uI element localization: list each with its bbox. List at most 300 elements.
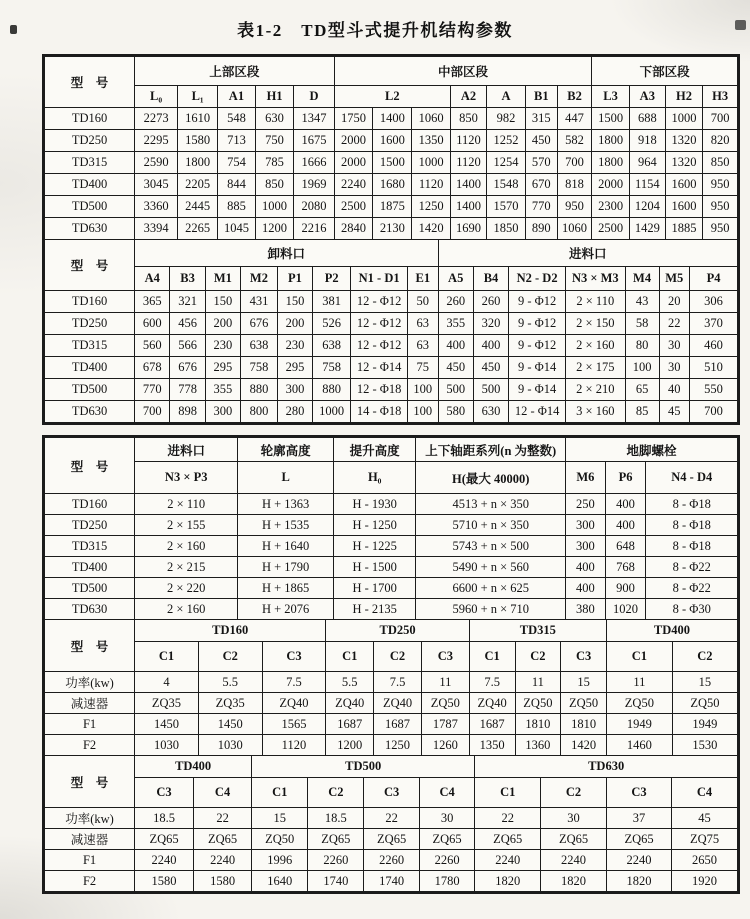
header-cell: C1 bbox=[475, 778, 541, 808]
scan-artifact bbox=[735, 20, 746, 30]
data-cell: ZQ75 bbox=[672, 829, 738, 850]
data-cell: 2260 bbox=[308, 850, 364, 871]
row-label: 减速器 bbox=[45, 829, 135, 850]
table-row bbox=[45, 218, 738, 240]
header-cell: E1 bbox=[408, 267, 438, 291]
table-row bbox=[45, 871, 738, 892]
data-cell: 400 bbox=[473, 335, 508, 357]
data-cell: 1820 bbox=[475, 871, 541, 892]
header-cell: M1 bbox=[205, 267, 240, 291]
data-cell: 9 - Φ12 bbox=[509, 335, 566, 357]
table-row bbox=[45, 578, 738, 599]
table-row bbox=[45, 357, 738, 379]
data-cell: 770 bbox=[135, 379, 170, 401]
row-label: TD160 bbox=[45, 108, 135, 130]
header-cell: 上下轴距系列(n 为整数) bbox=[416, 438, 566, 462]
header-row bbox=[45, 756, 738, 778]
table-row bbox=[45, 829, 738, 850]
data-cell: 670 bbox=[525, 174, 557, 196]
data-cell: 548 bbox=[218, 108, 255, 130]
data-cell: H + 1640 bbox=[238, 536, 334, 557]
header-cell: TD500 bbox=[252, 756, 475, 778]
data-cell: ZQ65 bbox=[135, 829, 194, 850]
data-cell: 150 bbox=[277, 291, 312, 313]
data-cell: 8 - Φ22 bbox=[646, 557, 738, 578]
data-cell: 100 bbox=[408, 401, 438, 423]
data-cell: 7.5 bbox=[374, 672, 422, 693]
data-cell: 850 bbox=[255, 174, 294, 196]
data-cell: H - 1500 bbox=[333, 557, 415, 578]
data-cell: 1350 bbox=[412, 130, 451, 152]
header-cell: 轮廓高度 bbox=[238, 438, 334, 462]
data-cell: 2 × 110 bbox=[566, 291, 626, 313]
data-cell: 2000 bbox=[334, 152, 373, 174]
data-cell: 200 bbox=[205, 313, 240, 335]
data-cell: 1949 bbox=[672, 714, 737, 735]
data-cell: 1400 bbox=[451, 174, 487, 196]
data-cell: 12 - Φ12 bbox=[351, 335, 408, 357]
data-cell: 2273 bbox=[135, 108, 178, 130]
data-cell: 5.5 bbox=[326, 672, 374, 693]
data-cell: 30 bbox=[659, 335, 689, 357]
row-label: 功率(kw) bbox=[45, 672, 135, 693]
data-cell: 321 bbox=[170, 291, 205, 313]
data-cell: 1640 bbox=[252, 871, 308, 892]
data-cell: 8 - Φ18 bbox=[646, 515, 738, 536]
data-cell: 1969 bbox=[294, 174, 334, 196]
data-cell: 1885 bbox=[665, 218, 702, 240]
data-cell: 12 - Φ14 bbox=[509, 401, 566, 423]
data-cell: 63 bbox=[408, 335, 438, 357]
data-cell: 1450 bbox=[198, 714, 262, 735]
data-cell: 65 bbox=[625, 379, 659, 401]
page-title: 表1-2 TD型斗式提升机结构参数 bbox=[237, 21, 513, 40]
data-cell: 676 bbox=[170, 357, 205, 379]
row-label: TD500 bbox=[45, 578, 135, 599]
data-cell: 315 bbox=[525, 108, 557, 130]
data-cell: 700 bbox=[703, 108, 738, 130]
data-cell: 5710 + n × 350 bbox=[416, 515, 566, 536]
data-cell: 950 bbox=[703, 196, 738, 218]
header-cell: N4 - D4 bbox=[646, 462, 738, 494]
header-cell: C3 bbox=[561, 642, 607, 672]
data-cell: ZQ65 bbox=[475, 829, 541, 850]
data-cell: 22 bbox=[659, 313, 689, 335]
header-cell: C4 bbox=[419, 778, 474, 808]
data-cell: 9 - Φ12 bbox=[509, 313, 566, 335]
data-cell: 370 bbox=[690, 313, 738, 335]
data-cell: 1450 bbox=[135, 714, 199, 735]
data-cell: 818 bbox=[557, 174, 592, 196]
data-cell: 7.5 bbox=[262, 672, 326, 693]
data-cell: 18.5 bbox=[308, 808, 364, 829]
data-cell: ZQ65 bbox=[606, 829, 671, 850]
data-cell: 1687 bbox=[469, 714, 515, 735]
data-cell: 45 bbox=[672, 808, 738, 829]
header-cell: C3 bbox=[262, 642, 326, 672]
data-cell: ZQ50 bbox=[672, 693, 737, 714]
data-cell: 63 bbox=[408, 313, 438, 335]
data-cell: ZQ65 bbox=[541, 829, 607, 850]
data-cell: 1820 bbox=[606, 871, 671, 892]
data-cell: 1260 bbox=[421, 735, 469, 756]
header-cell: C1 bbox=[469, 642, 515, 672]
data-cell: ZQ40 bbox=[374, 693, 422, 714]
data-cell: 306 bbox=[690, 291, 738, 313]
data-cell: 770 bbox=[525, 196, 557, 218]
data-cell: 85 bbox=[625, 401, 659, 423]
header-cell: P4 bbox=[690, 267, 738, 291]
row-label: 减速器 bbox=[45, 693, 135, 714]
header-cell: 型 号 bbox=[45, 57, 135, 108]
header-row bbox=[45, 57, 738, 86]
data-cell: 676 bbox=[241, 313, 278, 335]
data-cell: 1000 bbox=[313, 401, 351, 423]
data-cell: 713 bbox=[218, 130, 255, 152]
data-cell: 1787 bbox=[421, 714, 469, 735]
header-cell: P1 bbox=[277, 267, 312, 291]
data-cell: 950 bbox=[703, 174, 738, 196]
data-cell: 2216 bbox=[294, 218, 334, 240]
data-cell: 400 bbox=[605, 515, 646, 536]
data-cell: 15 bbox=[672, 672, 737, 693]
data-cell: 1680 bbox=[373, 174, 412, 196]
data-cell: 550 bbox=[690, 379, 738, 401]
data-cell: 2205 bbox=[178, 174, 218, 196]
data-cell: H - 1250 bbox=[333, 515, 415, 536]
header-cell: C3 bbox=[421, 642, 469, 672]
data-cell: 964 bbox=[629, 152, 665, 174]
data-cell: 15 bbox=[561, 672, 607, 693]
row-label: TD250 bbox=[45, 313, 135, 335]
data-cell: 456 bbox=[170, 313, 205, 335]
data-cell: 1740 bbox=[308, 871, 364, 892]
data-cell: 1580 bbox=[135, 871, 194, 892]
header-cell: C1 bbox=[252, 778, 308, 808]
data-cell: 2240 bbox=[606, 850, 671, 871]
data-cell: 1060 bbox=[412, 108, 451, 130]
header-cell: N3 × M3 bbox=[566, 267, 626, 291]
header-cell: C1 bbox=[326, 642, 374, 672]
row-label: TD315 bbox=[45, 536, 135, 557]
data-cell: ZQ35 bbox=[198, 693, 262, 714]
data-cell: 1120 bbox=[262, 735, 326, 756]
data-cell: 885 bbox=[218, 196, 255, 218]
data-cell: 381 bbox=[313, 291, 351, 313]
data-cell: 2300 bbox=[592, 196, 629, 218]
row-label: TD250 bbox=[45, 130, 135, 152]
header-cell: A3 bbox=[629, 86, 665, 108]
data-cell: 30 bbox=[419, 808, 474, 829]
data-cell: 1530 bbox=[672, 735, 737, 756]
data-cell: 778 bbox=[170, 379, 205, 401]
data-cell: 648 bbox=[605, 536, 646, 557]
data-cell: 5743 + n × 500 bbox=[416, 536, 566, 557]
header-cell: C2 bbox=[672, 642, 737, 672]
data-cell: 678 bbox=[135, 357, 170, 379]
data-cell: 582 bbox=[557, 130, 592, 152]
data-cell: 1030 bbox=[135, 735, 199, 756]
data-cell: 758 bbox=[241, 357, 278, 379]
data-cell: 700 bbox=[135, 401, 170, 423]
data-cell: 230 bbox=[277, 335, 312, 357]
data-cell: 1687 bbox=[374, 714, 422, 735]
header-cell: C2 bbox=[515, 642, 561, 672]
header-cell: 上部区段 bbox=[135, 57, 335, 86]
data-cell: 700 bbox=[557, 152, 592, 174]
table-row bbox=[45, 494, 738, 515]
data-cell: 1570 bbox=[487, 196, 526, 218]
data-cell: 400 bbox=[566, 557, 606, 578]
header-cell: M6 bbox=[566, 462, 606, 494]
header-cell: M2 bbox=[241, 267, 278, 291]
header-cell: 中部区段 bbox=[334, 57, 592, 86]
header-row bbox=[45, 438, 738, 462]
data-cell: 1780 bbox=[419, 871, 474, 892]
header-cell: A4 bbox=[135, 267, 170, 291]
table-row bbox=[45, 735, 738, 756]
table-row bbox=[45, 536, 738, 557]
data-cell: 1347 bbox=[294, 108, 334, 130]
row-label: TD160 bbox=[45, 494, 135, 515]
data-cell: 400 bbox=[566, 578, 606, 599]
data-cell: 30 bbox=[659, 357, 689, 379]
data-cell: 1350 bbox=[469, 735, 515, 756]
header-cell: N1 - D1 bbox=[351, 267, 408, 291]
header-cell: A5 bbox=[438, 267, 473, 291]
data-cell: 2240 bbox=[334, 174, 373, 196]
row-label: TD500 bbox=[45, 196, 135, 218]
data-cell: H - 1225 bbox=[333, 536, 415, 557]
data-cell: 880 bbox=[241, 379, 278, 401]
header-cell: L2 bbox=[334, 86, 450, 108]
data-cell: 22 bbox=[193, 808, 251, 829]
data-cell: 12 - Φ12 bbox=[351, 291, 408, 313]
data-cell: 1800 bbox=[178, 152, 218, 174]
data-cell: 2240 bbox=[135, 850, 194, 871]
data-cell: 500 bbox=[473, 379, 508, 401]
data-cell: 1996 bbox=[252, 850, 308, 871]
data-cell: 2265 bbox=[178, 218, 218, 240]
data-cell: 2445 bbox=[178, 196, 218, 218]
data-cell: 2 × 160 bbox=[566, 335, 626, 357]
header-row bbox=[45, 240, 738, 267]
data-cell: 2650 bbox=[672, 850, 738, 871]
data-cell: ZQ35 bbox=[135, 693, 199, 714]
data-cell: 250 bbox=[566, 494, 606, 515]
data-cell: 400 bbox=[438, 335, 473, 357]
data-cell: 40 bbox=[659, 379, 689, 401]
data-cell: 1154 bbox=[629, 174, 665, 196]
data-cell: 1254 bbox=[487, 152, 526, 174]
data-cell: 50 bbox=[408, 291, 438, 313]
header-cell: C3 bbox=[135, 778, 194, 808]
data-cell: 1429 bbox=[629, 218, 665, 240]
header-cell: 卸料口 bbox=[135, 240, 438, 267]
data-cell: 22 bbox=[364, 808, 419, 829]
data-cell: 1600 bbox=[373, 130, 412, 152]
data-cell: 1420 bbox=[412, 218, 451, 240]
data-cell: ZQ65 bbox=[419, 829, 474, 850]
header-cell: C1 bbox=[606, 642, 672, 672]
data-cell: 850 bbox=[451, 108, 487, 130]
table-row bbox=[45, 557, 738, 578]
table-block-heights-drives bbox=[42, 435, 740, 894]
table-row bbox=[45, 515, 738, 536]
data-cell: 1800 bbox=[592, 152, 629, 174]
data-cell: 9 - Φ14 bbox=[509, 379, 566, 401]
data-cell: 2 × 155 bbox=[135, 515, 238, 536]
data-cell: 3045 bbox=[135, 174, 178, 196]
data-cell: 1204 bbox=[629, 196, 665, 218]
table-row bbox=[45, 130, 738, 152]
header-cell: B3 bbox=[170, 267, 205, 291]
header-cell: 型 号 bbox=[45, 438, 135, 494]
data-cell: 58 bbox=[625, 313, 659, 335]
data-cell: 5960 + n × 710 bbox=[416, 599, 566, 620]
data-cell: 4 bbox=[135, 672, 199, 693]
data-cell: 300 bbox=[566, 536, 606, 557]
data-cell: 1045 bbox=[218, 218, 255, 240]
data-cell: 22 bbox=[475, 808, 541, 829]
data-cell: 300 bbox=[566, 515, 606, 536]
data-cell: 754 bbox=[218, 152, 255, 174]
data-cell: 6600 + n × 625 bbox=[416, 578, 566, 599]
header-cell: H3 bbox=[703, 86, 738, 108]
data-cell: 982 bbox=[487, 108, 526, 130]
data-cell: 15 bbox=[252, 808, 308, 829]
row-label: TD315 bbox=[45, 335, 135, 357]
data-cell: 1800 bbox=[592, 130, 629, 152]
data-cell: 150 bbox=[205, 291, 240, 313]
data-cell: 2080 bbox=[294, 196, 334, 218]
header-cell: C2 bbox=[198, 642, 262, 672]
header-cell: C4 bbox=[672, 778, 738, 808]
data-cell: 1500 bbox=[373, 152, 412, 174]
data-cell: 2500 bbox=[334, 196, 373, 218]
header-row bbox=[45, 267, 738, 291]
data-cell: ZQ40 bbox=[326, 693, 374, 714]
data-cell: ZQ50 bbox=[515, 693, 561, 714]
data-cell: H + 1865 bbox=[238, 578, 334, 599]
row-label: TD630 bbox=[45, 401, 135, 423]
data-cell: 1565 bbox=[262, 714, 326, 735]
table-row bbox=[45, 196, 738, 218]
data-cell: H + 2076 bbox=[238, 599, 334, 620]
data-cell: 260 bbox=[473, 291, 508, 313]
data-cell: 1252 bbox=[487, 130, 526, 152]
data-cell: H - 2135 bbox=[333, 599, 415, 620]
data-cell: 1400 bbox=[373, 108, 412, 130]
data-cell: 30 bbox=[541, 808, 607, 829]
header-cell: B2 bbox=[557, 86, 592, 108]
data-cell: 230 bbox=[205, 335, 240, 357]
data-cell: 7.5 bbox=[469, 672, 515, 693]
data-cell: 500 bbox=[438, 379, 473, 401]
header-cell: B1 bbox=[525, 86, 557, 108]
data-cell: 300 bbox=[277, 379, 312, 401]
table-row bbox=[45, 108, 738, 130]
data-cell: 14 - Φ18 bbox=[351, 401, 408, 423]
data-cell: ZQ40 bbox=[469, 693, 515, 714]
data-cell: 1920 bbox=[672, 871, 738, 892]
data-cell: 630 bbox=[255, 108, 294, 130]
data-cell: 900 bbox=[605, 578, 646, 599]
data-cell: 1750 bbox=[334, 108, 373, 130]
data-cell: 2000 bbox=[592, 174, 629, 196]
data-cell: 9 - Φ12 bbox=[509, 291, 566, 313]
data-cell: ZQ50 bbox=[252, 829, 308, 850]
row-label: TD160 bbox=[45, 291, 135, 313]
data-cell: 12 - Φ18 bbox=[351, 379, 408, 401]
data-cell: 43 bbox=[625, 291, 659, 313]
data-cell: 570 bbox=[525, 152, 557, 174]
data-cell: 380 bbox=[566, 599, 606, 620]
data-cell: 320 bbox=[473, 313, 508, 335]
data-cell: 1740 bbox=[364, 871, 419, 892]
header-cell: M5 bbox=[659, 267, 689, 291]
data-cell: 580 bbox=[438, 401, 473, 423]
data-cell: ZQ65 bbox=[193, 829, 251, 850]
data-cell: 1200 bbox=[326, 735, 374, 756]
table-row bbox=[45, 313, 738, 335]
table-row bbox=[45, 693, 738, 714]
data-cell: 2260 bbox=[419, 850, 474, 871]
data-cell: 447 bbox=[557, 108, 592, 130]
data-cell: 2240 bbox=[475, 850, 541, 871]
table-row bbox=[45, 174, 738, 196]
discharge-feed-ports-table bbox=[44, 239, 738, 423]
data-cell: 460 bbox=[690, 335, 738, 357]
data-cell: 1420 bbox=[561, 735, 607, 756]
data-cell: 80 bbox=[625, 335, 659, 357]
data-cell: 1675 bbox=[294, 130, 334, 152]
data-cell: 45 bbox=[659, 401, 689, 423]
data-cell: 295 bbox=[277, 357, 312, 379]
data-cell: 526 bbox=[313, 313, 351, 335]
data-cell: 1820 bbox=[541, 871, 607, 892]
data-cell: 850 bbox=[703, 152, 738, 174]
data-cell: 450 bbox=[438, 357, 473, 379]
header-cell: C3 bbox=[364, 778, 419, 808]
data-cell: 295 bbox=[205, 357, 240, 379]
data-cell: 300 bbox=[205, 401, 240, 423]
header-cell: C3 bbox=[606, 778, 671, 808]
data-cell: 2 × 110 bbox=[135, 494, 238, 515]
data-cell: 1030 bbox=[198, 735, 262, 756]
data-cell: 2240 bbox=[541, 850, 607, 871]
data-cell: 1850 bbox=[487, 218, 526, 240]
header-cell: B4 bbox=[473, 267, 508, 291]
data-cell: 450 bbox=[473, 357, 508, 379]
header-cell: C2 bbox=[374, 642, 422, 672]
data-cell: 1949 bbox=[606, 714, 672, 735]
data-cell: ZQ40 bbox=[262, 693, 326, 714]
data-cell: 1600 bbox=[665, 196, 702, 218]
header-cell: 下部区段 bbox=[592, 57, 738, 86]
data-cell: 800 bbox=[241, 401, 278, 423]
header-cell: L bbox=[238, 462, 334, 494]
data-cell: 1320 bbox=[665, 130, 702, 152]
data-cell: ZQ65 bbox=[308, 829, 364, 850]
table-row bbox=[45, 599, 738, 620]
data-cell: H - 1700 bbox=[333, 578, 415, 599]
data-cell: 1000 bbox=[412, 152, 451, 174]
data-cell: 1400 bbox=[451, 196, 487, 218]
data-cell: 638 bbox=[313, 335, 351, 357]
data-cell: 355 bbox=[205, 379, 240, 401]
header-cell: 提升高度 bbox=[333, 438, 415, 462]
